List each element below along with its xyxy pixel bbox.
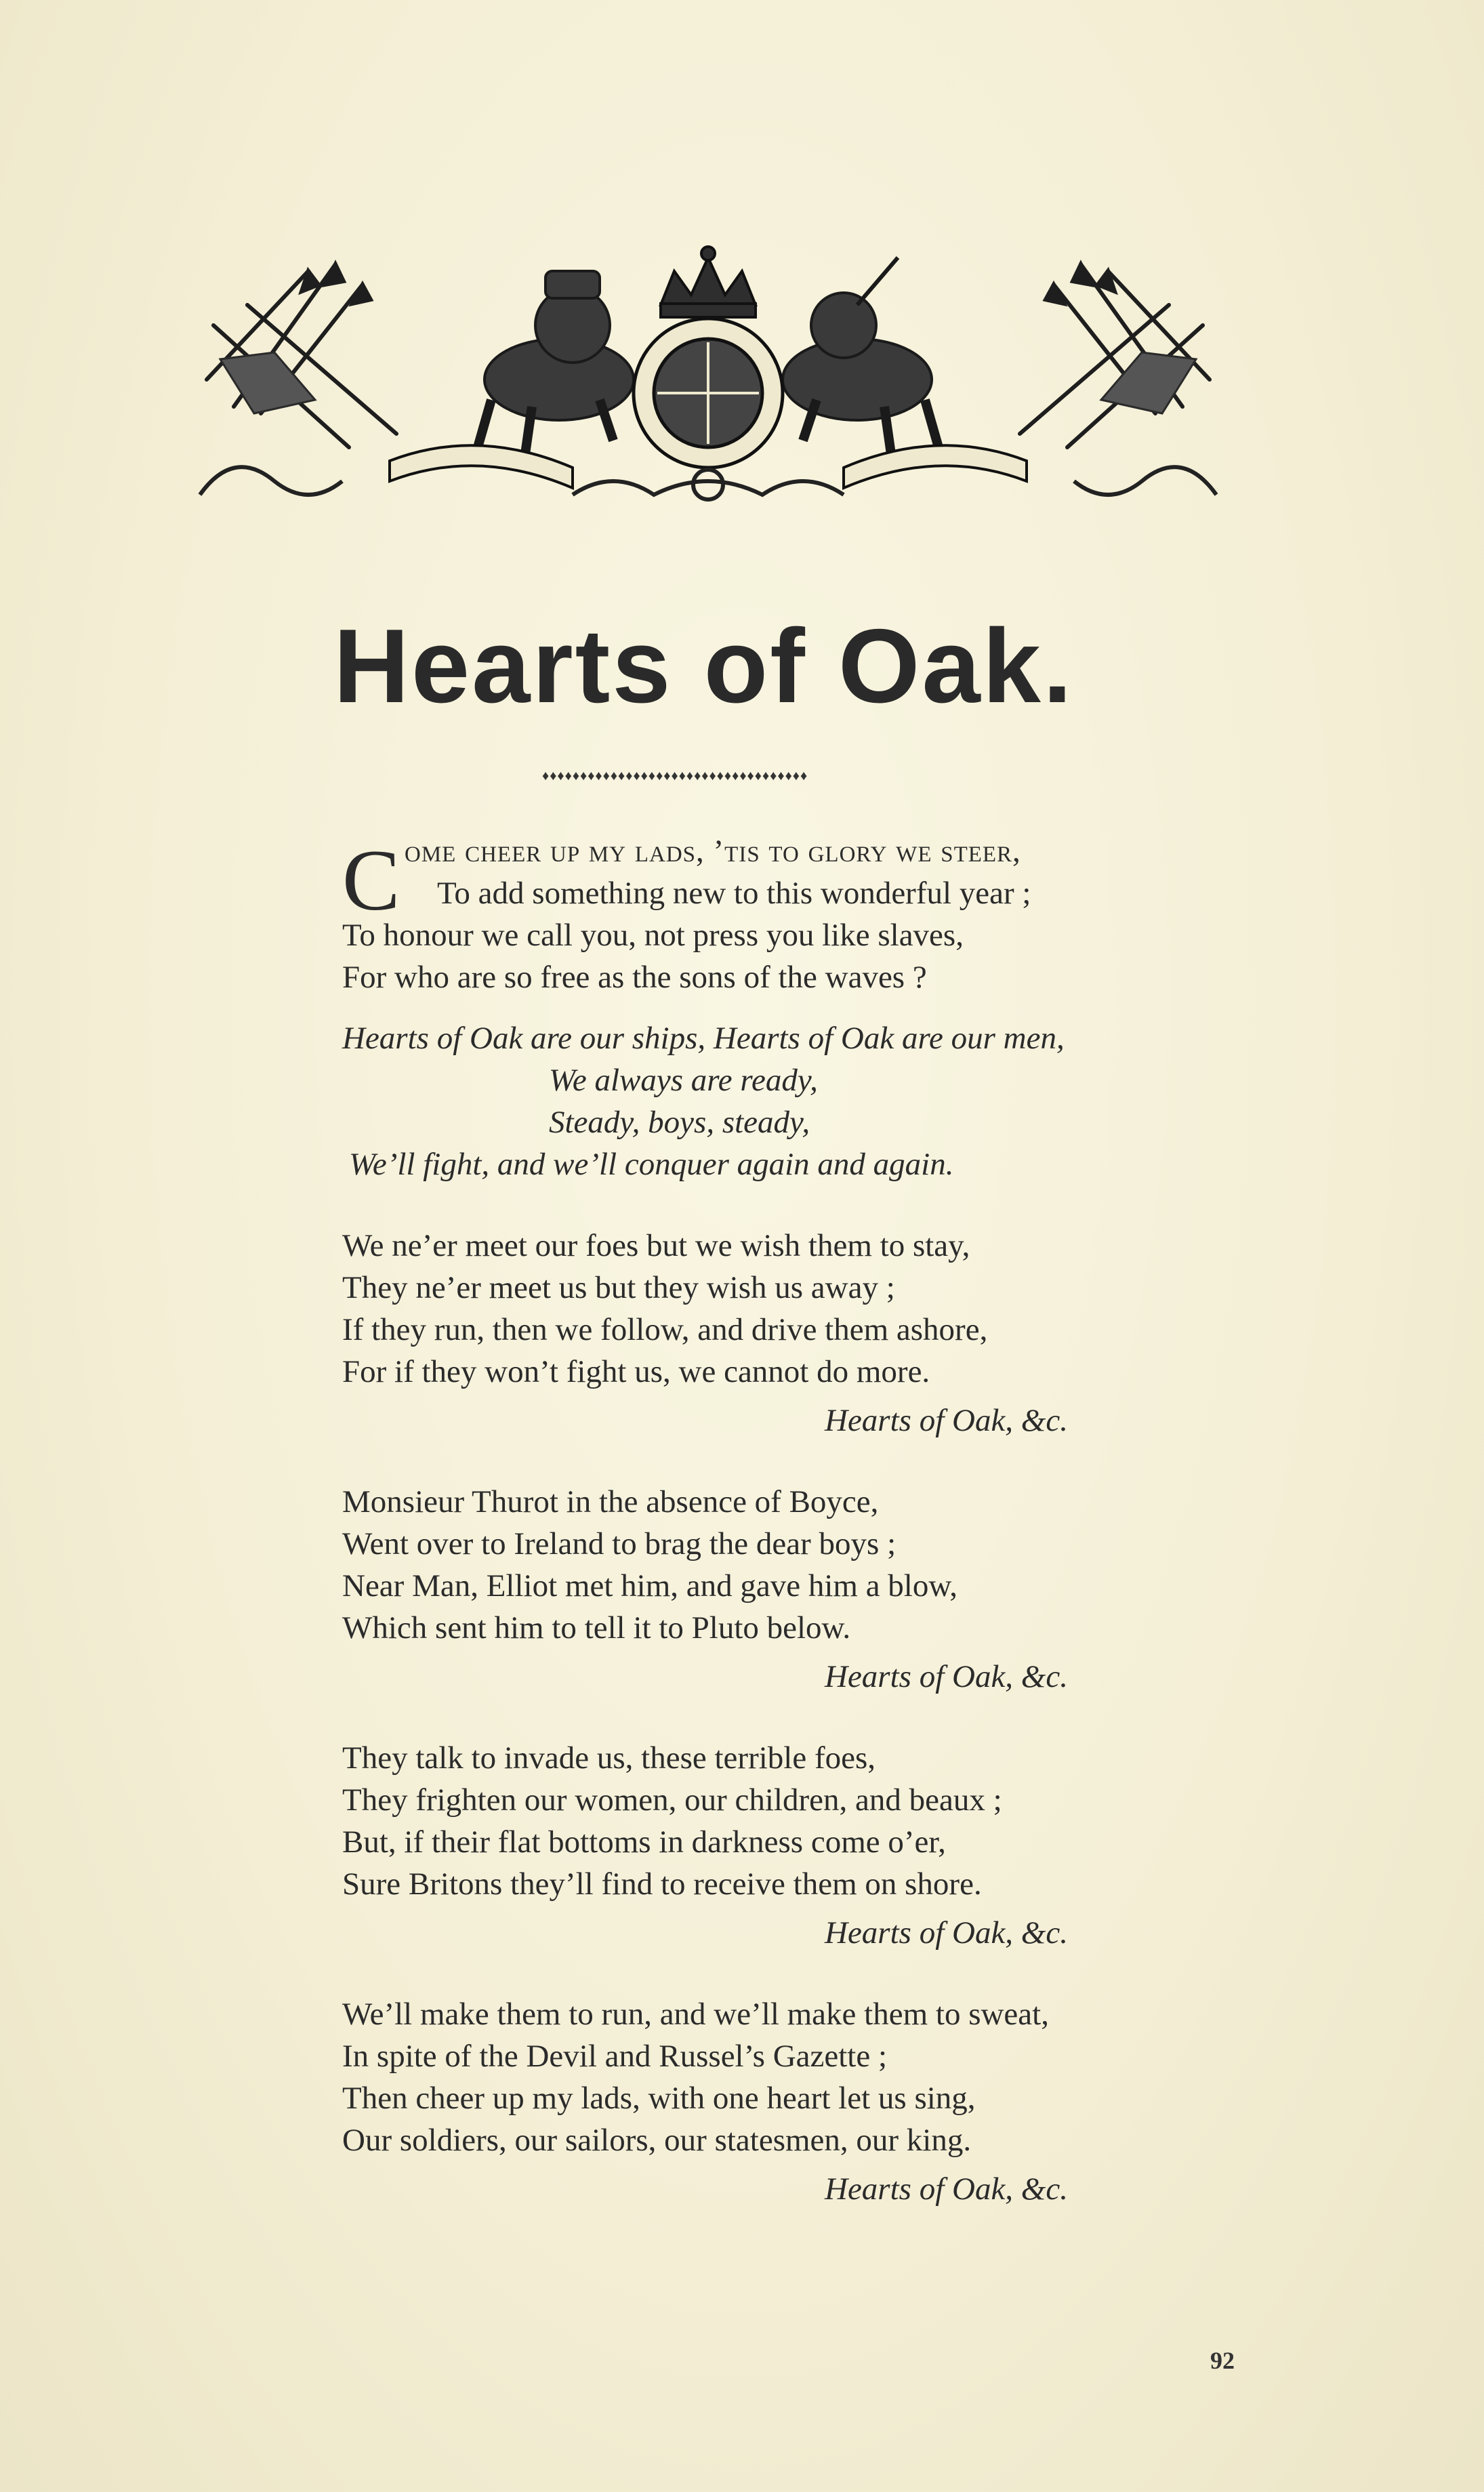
stanza-2 — [342, 1225, 1223, 1442]
verse-line: Monsieur Thurot in the absence of Boyce, — [342, 1484, 879, 1519]
refrain: Hearts of Oak, &c. — [825, 2171, 1068, 2207]
verse-line: For if they won’t fight us, we cannot do more. — [342, 1354, 930, 1389]
poem-body — [342, 830, 1223, 2210]
verse-line: Near Man, Elliot met him, and gave him a blow, — [342, 1568, 958, 1604]
verse-line: Went over to Ireland to brag the dear boys ; — [342, 1526, 896, 1561]
chorus-line: Hearts of Oak are our ships, Hearts of Oak are our men, — [342, 1021, 1065, 1056]
chorus-line: We’ll fight, and we’ll conquer again and again. — [349, 1147, 954, 1182]
verse-line: If they run, then we follow, and drive them ashore, — [342, 1312, 988, 1347]
verse-line: Our soldiers, our sailors, our statesmen, our king. — [342, 2123, 972, 2158]
refrain: Hearts of Oak, &c. — [825, 1403, 1068, 1438]
verse-line: They frighten our women, our children, and beaux ; — [342, 1782, 1002, 1818]
refrain: Hearts of Oak, &c. — [825, 1915, 1068, 1950]
verse-line: We’ll make them to run, and we’ll make them to sweat, — [342, 1997, 1049, 2032]
verse-line: They talk to invade us, these terrible foes, — [342, 1740, 875, 1776]
verse-line: We ne’er meet our foes but we wish them to stay, — [342, 1228, 970, 1263]
chorus-line: We always are ready, — [549, 1063, 818, 1098]
stanza-5 — [342, 1993, 1223, 2210]
page-title: Hearts of Oak. — [333, 607, 1074, 724]
verse-line: In spite of the Devil and Russel’s Gazette ; — [342, 2039, 888, 2074]
verse-line: To add something new to this wonderful year ; — [437, 876, 1031, 911]
stanza-1 — [342, 830, 1223, 998]
verse-line: Which sent him to tell it to Pluto below. — [342, 1610, 851, 1646]
verse-line: To honour we call you, not press you like slaves, — [342, 918, 964, 953]
page-number: 92 — [1210, 2347, 1235, 2374]
drop-cap: C — [342, 832, 400, 928]
verse-line-text: ome cheer up my lads, ’tis to glory we steer, — [405, 834, 1021, 869]
refrain: Hearts of Oak, &c. — [825, 1659, 1068, 1694]
chorus — [342, 1017, 1223, 1185]
ornamental-divider: ♦♦♦♦♦♦♦♦♦♦♦♦♦♦♦♦♦♦♦♦♦♦♦♦♦♦♦♦♦♦♦♦♦♦♦ — [542, 769, 808, 783]
verse-line: Sure Britons they’ll find to receive them on shore. — [342, 1866, 982, 1902]
stanza-3 — [342, 1481, 1223, 1698]
chorus-line: Steady, boys, steady, — [549, 1105, 810, 1140]
verse-line: For who are so free as the sons of the waves ? — [342, 960, 927, 995]
coat-of-arms-ornament — [193, 244, 1223, 515]
verse-line: But, if their flat bottoms in darkness come o’er, — [342, 1824, 946, 1860]
verse-line: Then cheer up my lads, with one heart let us sing, — [342, 2081, 976, 2116]
verse-line: They ne’er meet us but they wish us away ; — [342, 1270, 895, 1305]
stanza-4 — [342, 1737, 1223, 1954]
